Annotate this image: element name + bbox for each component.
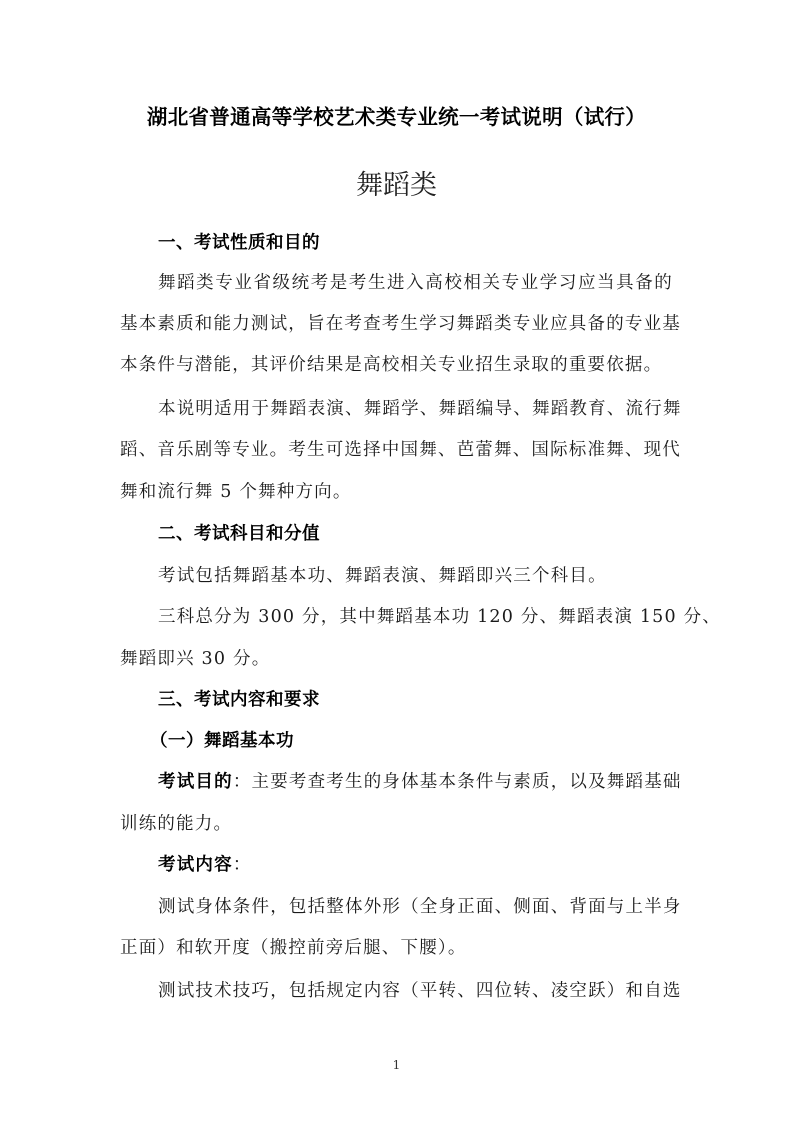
paragraph-line: 蹈、音乐剧等专业。考生可选择中国舞、芭蕾舞、国际标准舞、现代 — [120, 440, 681, 460]
purpose-label: 考试目的 — [158, 772, 233, 792]
paragraph-line: 考试包括舞蹈基本功、舞蹈表演、舞蹈即兴三个科目。 — [158, 566, 607, 586]
paragraph-line: 本说明适用于舞蹈表演、舞蹈学、舞蹈编导、舞蹈教育、流行舞 — [158, 399, 682, 419]
subsection-heading: （一）舞蹈基本功 — [150, 731, 294, 751]
content-label-line — [158, 854, 673, 876]
content-colon: ： — [232, 855, 252, 875]
section-heading-2: 二、考试科目和分值 — [158, 524, 320, 544]
paragraph-line: 训练的能力。 — [120, 814, 233, 834]
paragraph-line: 舞和流行舞 5 个舞种方向。 — [120, 482, 352, 502]
paragraph-line: 三科总分为 300 分，其中舞蹈基本功 120 分、舞蹈表演 150 分、 — [158, 607, 721, 627]
purpose-paragraph-line — [158, 771, 682, 793]
paragraph-line: 测试技术技巧，包括规定内容（平转、四位转、凌空跃）和自选 — [158, 981, 682, 1001]
document-subtitle: 舞蹈类 — [356, 170, 437, 201]
paragraph-line: 舞蹈类专业省级统考是考生进入高校相关专业学习应当具备的 — [158, 273, 673, 293]
page-number: 1 — [392, 1058, 401, 1072]
paragraph-line: 基本素质和能力测试，旨在考查考生学习舞蹈类专业应具备的专业基 — [120, 314, 681, 334]
document-title: 湖北省普通高等学校艺术类专业统一考试说明（试行） — [146, 105, 647, 129]
section-heading-1: 一、考试性质和目的 — [158, 233, 320, 253]
paragraph-line: 正面）和软开度（搬控前旁后腿、下腰）。 — [120, 938, 467, 958]
paragraph-line: 测试身体条件，包括整体外形（全身正面、侧面、背面与上半身 — [158, 897, 682, 917]
purpose-text: ：主要考查考生的身体基本条件与素质，以及舞蹈基础 — [232, 772, 682, 792]
content-label: 考试内容 — [158, 855, 233, 875]
section-heading-3: 三、考试内容和要求 — [158, 690, 320, 710]
paragraph-line: 本条件与潜能，其评价结果是高校相关专业招生录取的重要依据。 — [120, 355, 663, 375]
paragraph-line: 舞蹈即兴 30 分。 — [120, 649, 271, 669]
